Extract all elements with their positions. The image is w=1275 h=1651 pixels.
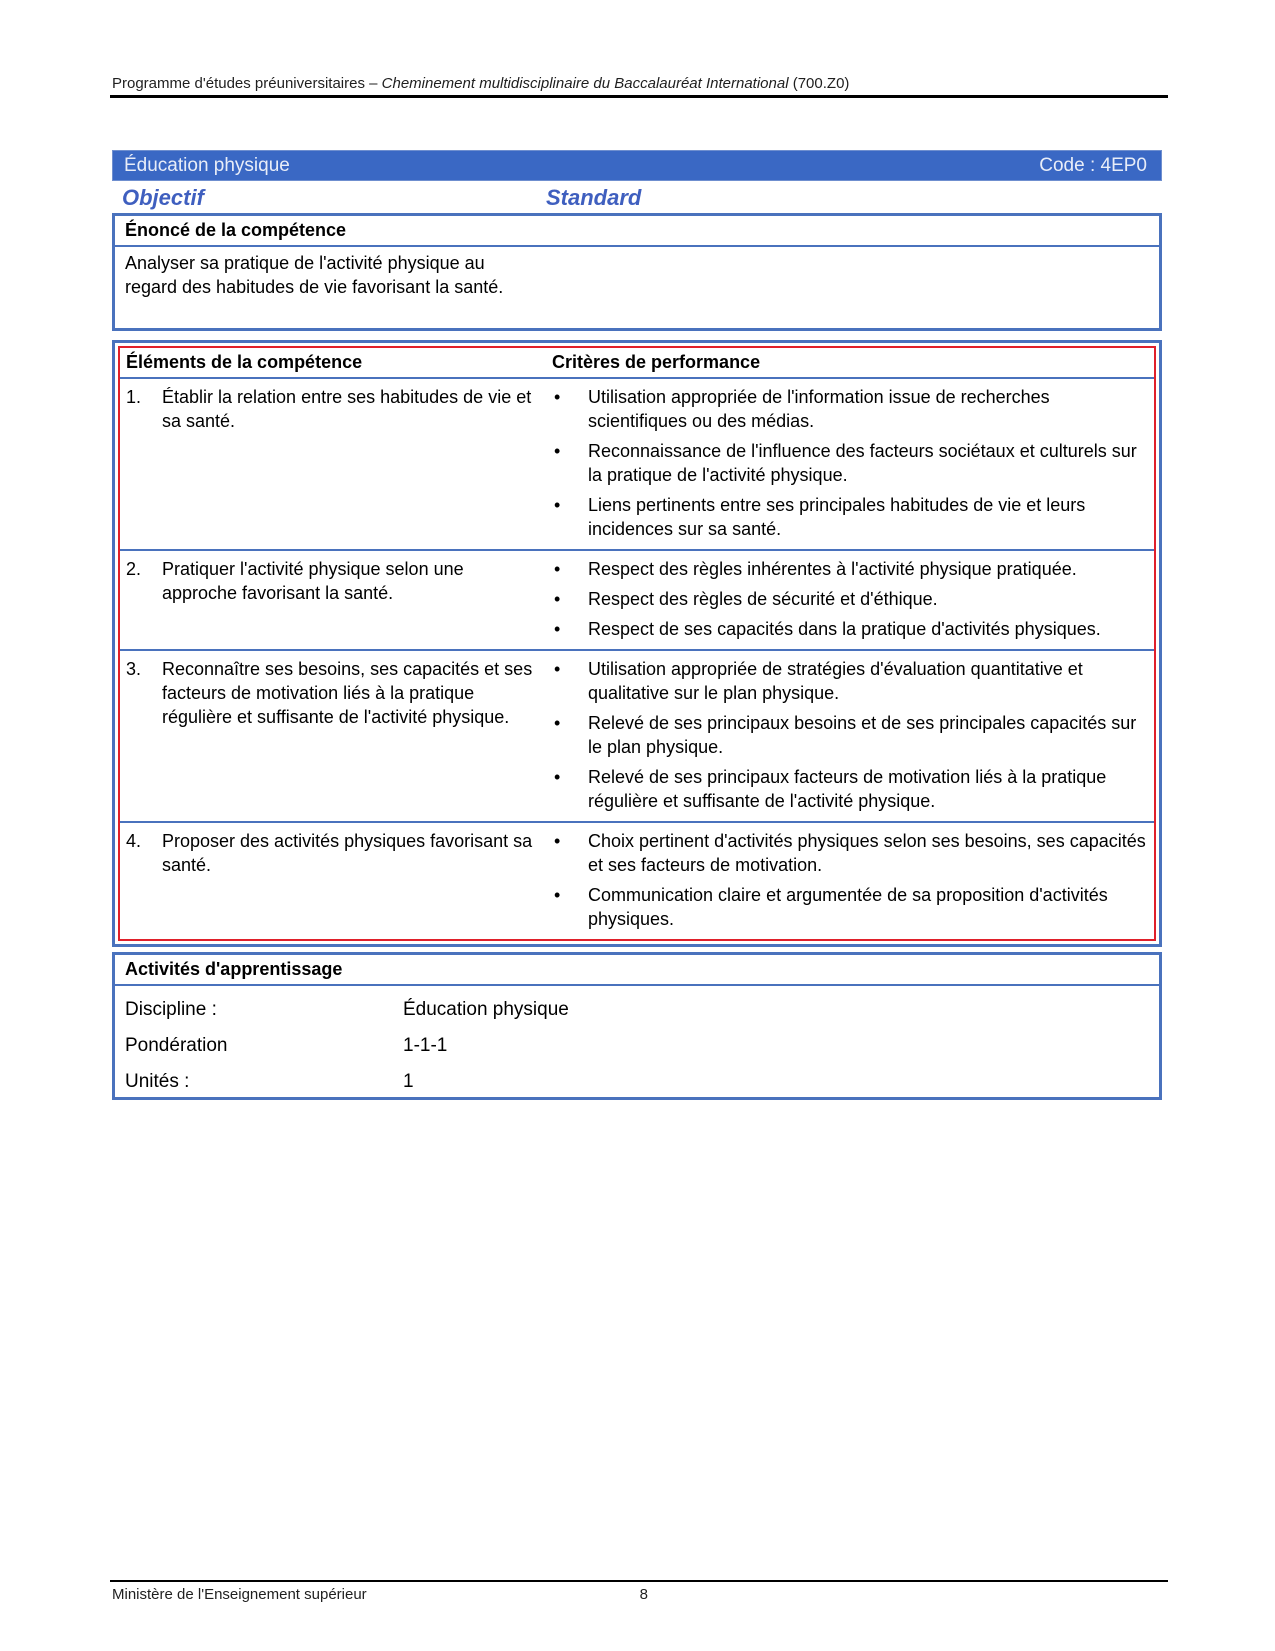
program-name: Programme d'études préuniversitaires –	[112, 75, 382, 92]
criteria-list	[552, 657, 1148, 813]
page-footer	[112, 1586, 648, 1603]
discipline-label: Discipline :	[125, 999, 217, 1020]
element-number: 1.	[126, 387, 142, 407]
table-row	[120, 379, 1154, 551]
list-item: • Choix pertinent d'activités physiques selon ses besoins, ses capacités et ses facteurs de motivation.	[552, 829, 1148, 877]
element-text: Établir la relation entre ses habitudes de vie et sa santé.	[162, 387, 532, 431]
list-item: • Relevé de ses principaux facteurs de motivation liés à la pratique régulière et suffisante de l'activité physique.	[552, 765, 1148, 813]
list-item: • Utilisation appropriée de stratégies d'évaluation quantitative et qualitative sur le plan physique.	[552, 657, 1148, 705]
course-code: Code : 4EP0	[1039, 154, 1147, 176]
list-item: • Relevé de ses principaux besoins et de ses principales capacités sur le plan physique.	[552, 711, 1148, 759]
element-cell	[126, 557, 552, 641]
program-code: (700.Z0)	[788, 75, 850, 92]
competence-table-header	[120, 348, 1154, 379]
element-number: 4.	[126, 831, 142, 851]
course-title-bar	[112, 150, 1162, 181]
ponderation-label: Pondération	[125, 1035, 228, 1056]
discipline-row	[115, 992, 1159, 1028]
enonce-text: Analyser sa pratique de l'activité physique au regard des habitudes de vie favorisant la santé.	[125, 253, 504, 297]
activities-rows	[115, 986, 1159, 1100]
element-text: Pratiquer l'activité physique selon une approche favorisant la santé.	[162, 559, 464, 603]
criteria-list	[552, 385, 1148, 541]
header-rule	[110, 95, 1168, 98]
unites-row	[115, 1064, 1159, 1100]
table-row	[120, 823, 1154, 939]
footer-ministry: Ministère de l'Enseignement supérieur	[112, 1586, 367, 1603]
element-cell	[126, 657, 552, 813]
enonce-heading: Énoncé de la compétence	[115, 216, 1159, 247]
table-row	[120, 551, 1154, 651]
competence-table	[112, 340, 1162, 947]
list-item: • Respect de ses capacités dans la pratique d'activités physiques.	[552, 617, 1148, 641]
unites-label: Unités :	[125, 1071, 190, 1092]
criteria-list	[552, 557, 1148, 641]
course-title: Éducation physique	[124, 154, 290, 176]
list-item: • Liens pertinents entre ses principales habitudes de vie et leurs incidences sur sa santé.	[552, 493, 1148, 541]
footer-rule	[110, 1580, 1168, 1582]
running-header	[112, 75, 1168, 92]
enonce-box	[112, 213, 1162, 331]
criteria-list	[552, 829, 1148, 931]
activities-box	[112, 952, 1162, 1100]
list-item: • Respect des règles inhérentes à l'activité physique pratiquée.	[552, 557, 1148, 581]
element-text: Reconnaître ses besoins, ses capacités et ses facteurs de motivation liés à la pratique régulière et suffisante de l'activité physique.	[162, 659, 533, 727]
program-path: Cheminement multidisciplinaire du Baccalauréat International	[381, 75, 789, 92]
competence-table-inner	[118, 346, 1156, 941]
element-cell	[126, 829, 552, 931]
objectif-label: Objectif	[122, 185, 204, 210]
col-elements-header: Éléments de la compétence	[126, 352, 363, 372]
page-number: 8	[639, 1586, 648, 1603]
table-row	[120, 651, 1154, 823]
list-item: • Utilisation appropriée de l'information issue de recherches scientifiques ou des médias.	[552, 385, 1148, 433]
activities-heading: Activités d'apprentissage	[115, 955, 1159, 986]
element-number: 3.	[126, 659, 142, 679]
list-item: • Respect des règles de sécurité et d'éthique.	[552, 587, 1148, 611]
element-cell	[126, 385, 552, 541]
ponderation-row	[115, 1028, 1159, 1064]
ponderation-value: 1-1-1	[403, 1035, 448, 1056]
element-number: 2.	[126, 559, 142, 579]
list-item: • Reconnaissance de l'influence des facteurs sociétaux et culturels sur la pratique de l'activité physique.	[552, 439, 1148, 487]
standard-label: Standard	[546, 185, 642, 210]
element-text: Proposer des activités physiques favorisant sa santé.	[162, 831, 533, 875]
discipline-value: Éducation physique	[403, 999, 569, 1020]
list-item: • Communication claire et argumentée de sa proposition d'activités physiques.	[552, 883, 1148, 931]
col-criteres-header: Critères de performance	[552, 352, 761, 372]
unites-value: 1	[403, 1071, 414, 1092]
